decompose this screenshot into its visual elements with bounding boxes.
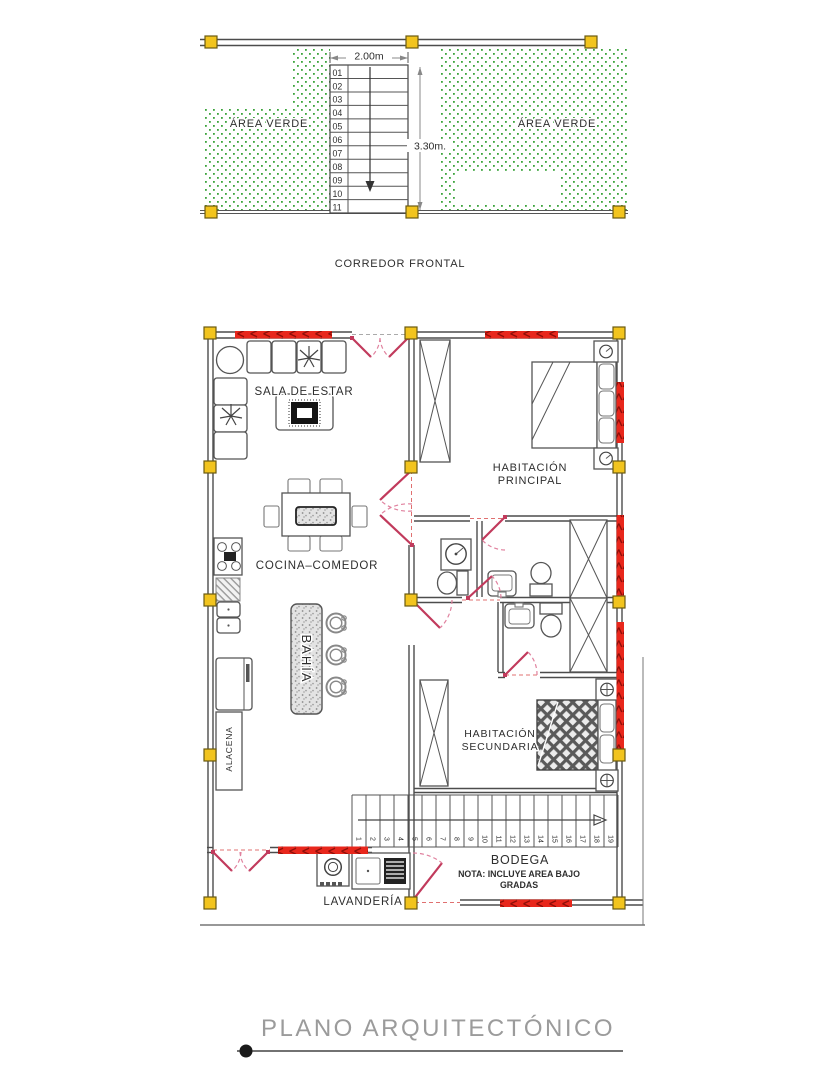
- main-stairs: [352, 795, 618, 847]
- door-principal: [380, 468, 414, 547]
- stair-step-number: 7: [438, 837, 446, 841]
- area-verde-left-label: ÁREA VERDE: [229, 118, 309, 130]
- pillow: [599, 364, 614, 389]
- alacena-label: ALACENA: [224, 726, 234, 772]
- bed-principal: [532, 358, 616, 452]
- window: [617, 622, 625, 750]
- stair-step-number: 6: [424, 837, 432, 841]
- area-verde-right-label: ÁREA VERDE: [517, 118, 597, 130]
- bodega-nota-label-2: GRADAS: [499, 880, 539, 890]
- front-corridor-section: [200, 36, 628, 270]
- column: [406, 36, 418, 48]
- stair-step-number: 10: [480, 835, 488, 843]
- bathroom-sink: [488, 571, 516, 597]
- column: [613, 596, 625, 608]
- stair-step-number: 11: [494, 835, 502, 843]
- stair-step-number: 19: [606, 835, 614, 843]
- window: [485, 331, 558, 339]
- corredor-frontal-label: CORREDOR FRONTAL: [334, 258, 466, 270]
- laundry-fixtures: [317, 852, 410, 889]
- column: [205, 206, 217, 218]
- kitchen-fixtures: [214, 538, 252, 790]
- stair-step-number: 3: [382, 837, 390, 841]
- column: [613, 206, 625, 218]
- column: [204, 461, 216, 473]
- column: [613, 461, 625, 473]
- column: [613, 327, 625, 339]
- chair: [320, 479, 342, 494]
- hab-secundaria-label-2: SECUNDARIA: [461, 741, 539, 753]
- column: [204, 897, 216, 909]
- stair-step-number: 06: [332, 135, 343, 146]
- stair-step-number: 4: [396, 837, 404, 841]
- closet-principal: [420, 340, 450, 462]
- closet-secundaria: [420, 680, 448, 786]
- laundry-sink: [352, 853, 410, 889]
- title-block: [237, 1015, 623, 1058]
- hab-principal-label-1: HABITACIÓN: [492, 462, 568, 474]
- stair-step-number: 8: [452, 837, 460, 841]
- exterior-stairs: [330, 65, 408, 213]
- window: [617, 515, 625, 607]
- hab-secundaria-label-1: HABITACIÓN: [464, 728, 536, 740]
- chair: [288, 479, 310, 494]
- column: [204, 327, 216, 339]
- refrigerator: [216, 658, 252, 710]
- stair-step-number: 16: [564, 835, 572, 843]
- counter: [216, 578, 240, 601]
- nightstand: [594, 341, 618, 362]
- bathroom-sink: [505, 603, 534, 628]
- stair-step-number: 9: [466, 837, 474, 841]
- pillow: [599, 391, 614, 416]
- bar-stool: [327, 678, 347, 697]
- chair: [352, 506, 367, 527]
- closet-hall-upper: [570, 520, 607, 598]
- stair-step-number: 15: [550, 835, 558, 843]
- table-platter: [296, 507, 336, 525]
- dimension-width: [330, 49, 408, 63]
- dim-width-label: 2.00m: [354, 50, 384, 63]
- column: [204, 594, 216, 606]
- stair-step-number: 18: [592, 835, 600, 843]
- bodega-label: BODEGA: [490, 853, 550, 867]
- sofa-top: [247, 341, 346, 373]
- stair-step-number: 08: [332, 161, 343, 172]
- window: [617, 382, 625, 443]
- window: [278, 847, 368, 855]
- stair-step-number: 01: [332, 67, 343, 78]
- washing-machine: [317, 852, 349, 886]
- sofa-left: [214, 378, 247, 459]
- stair-step-number: 02: [332, 81, 343, 92]
- door-entrance: [350, 336, 410, 357]
- pillow: [599, 418, 614, 443]
- stair-step-number: 04: [332, 108, 343, 119]
- stair-step-number: 07: [332, 148, 343, 159]
- door-bathroom-secundaria: [503, 652, 537, 677]
- corridor-stair-numbers: [333, 68, 343, 213]
- bodega-nota-label-1: NOTA: INCLUYE AREA BAJO: [458, 869, 580, 879]
- column: [613, 749, 625, 761]
- column: [406, 206, 418, 218]
- column: [405, 327, 417, 339]
- stair-step-number: 10: [332, 188, 343, 199]
- pillow: [600, 704, 614, 732]
- stair-step-number: 11: [332, 202, 342, 213]
- lavanderia-label: LAVANDERÍA: [323, 896, 403, 908]
- kitchen-island: [291, 604, 346, 714]
- hab-principal-label-2: PRINCIPAL: [497, 475, 563, 487]
- pillow: [600, 735, 614, 763]
- column: [204, 749, 216, 761]
- principal-bedroom-furniture: [532, 341, 618, 469]
- bahia-label: BAHÍA: [299, 634, 314, 684]
- sala-label: SALA DE ESTAR: [254, 386, 354, 398]
- stair-step-number: 09: [332, 175, 343, 186]
- stove: [214, 538, 242, 575]
- stair-step-number: 17: [578, 835, 586, 843]
- chair: [288, 536, 310, 551]
- window: [235, 331, 332, 339]
- column: [405, 897, 417, 909]
- chair: [320, 536, 342, 551]
- living-room-furniture: [214, 341, 346, 459]
- stair-step-number: 03: [332, 94, 343, 105]
- stair-step-number: 5: [410, 837, 418, 841]
- toilet: [530, 563, 552, 597]
- pantry-cabinet: [216, 712, 242, 790]
- secondary-bedroom-furniture: [537, 679, 618, 791]
- column: [613, 897, 625, 909]
- cocina-label: COCINA–COMEDOR: [255, 560, 379, 572]
- column: [585, 36, 597, 48]
- kitchen-sink: [217, 602, 240, 633]
- stair-step-number: 2: [368, 837, 376, 841]
- dim-height-label: 3.30m.: [413, 140, 447, 153]
- door-patio-double: [211, 850, 270, 871]
- dining-set: [264, 479, 367, 551]
- stair-step-number: 14: [536, 835, 544, 843]
- nightstand: [596, 770, 618, 791]
- toilet: [438, 571, 469, 595]
- doors: [211, 335, 540, 903]
- chair: [264, 506, 279, 527]
- toilet: [540, 603, 562, 637]
- column: [205, 36, 217, 48]
- main-stair-numbers: [355, 835, 614, 843]
- water-heater: [441, 539, 471, 570]
- column: [405, 594, 417, 606]
- door-bathroom-principal: [482, 515, 507, 550]
- nightstand: [596, 679, 618, 700]
- page-title: PLANO ARQUITECTÓNICO: [260, 1015, 616, 1042]
- bed-secundaria: [537, 697, 616, 773]
- corner-table: [217, 347, 244, 374]
- main-floor-plan: [200, 327, 645, 925]
- stair-step-number: 05: [332, 121, 343, 132]
- window: [500, 900, 572, 908]
- stair-step-number: 12: [508, 835, 516, 843]
- door-bodega: [411, 853, 442, 902]
- stair-step-number: 1: [354, 837, 362, 841]
- bar-stool: [327, 614, 347, 633]
- coffee-table: [276, 394, 333, 430]
- bar-stool: [327, 646, 347, 665]
- stair-step-number: 13: [522, 835, 530, 843]
- title-bullet-icon: [240, 1045, 253, 1058]
- closet-hall-lower: [570, 598, 607, 672]
- column: [405, 461, 417, 473]
